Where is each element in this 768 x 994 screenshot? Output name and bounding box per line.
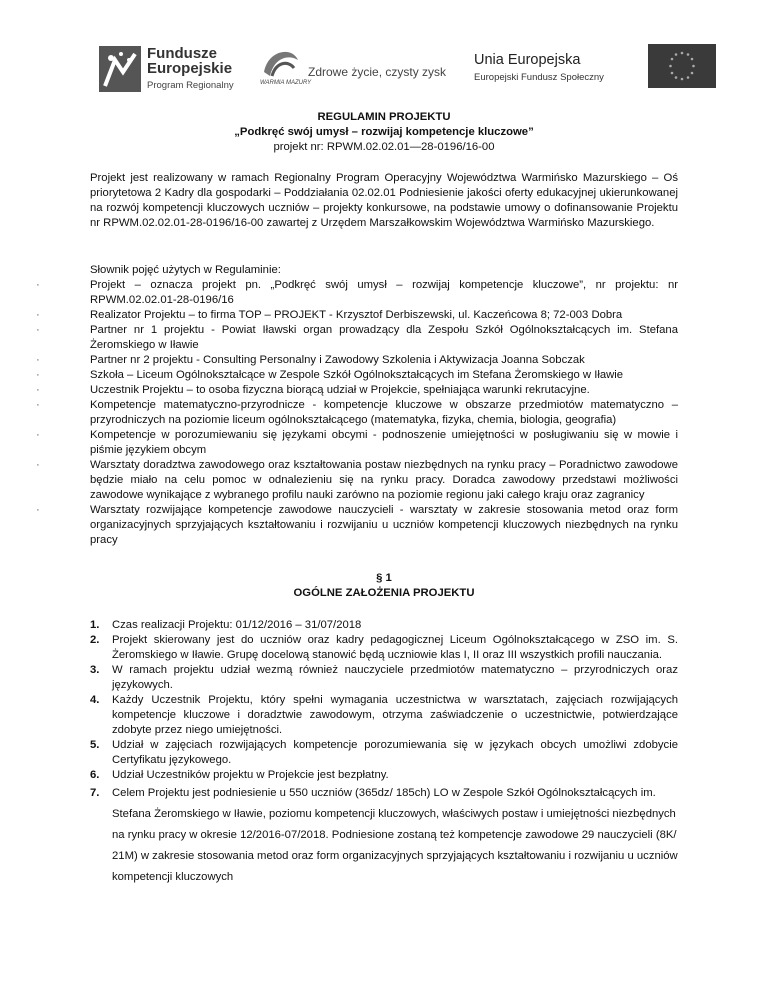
logo-header xyxy=(0,40,768,100)
definition-item: · Partner nr 2 projektu - Consulting Personalny i Zawodowy Szkolenia i Aktywizacja Joanna Sobczak xyxy=(90,353,678,368)
definition-item: · Kompetencje matematyczno-przyrodnicze - kompetencje kluczowe w obszarze przedmiotów matematyczno – przyrodniczych na poziomie liceum ogólnokształcącego (matematyka, fizyka, chemia, biologia, geografia) xyxy=(90,398,678,428)
section-heading xyxy=(90,571,678,601)
definitions xyxy=(90,263,678,548)
rules-list xyxy=(90,618,678,888)
fe-title-1: Fundusze xyxy=(147,45,217,62)
rule-text: Każdy Uczestnik Projektu, który spełni wymagania uczestnictwa w warsztatach, zajęciach rozwijających kompetencje kluczowe i doradztwie zawodowym, otrzyma zaświadczenie o uczestnictwie, potwierdzające zdobyte przez niego umiejętności. xyxy=(112,694,678,736)
eu-flag-icon xyxy=(648,44,716,88)
section-number: § 1 xyxy=(376,572,392,584)
rule-number: 5. xyxy=(90,739,100,751)
rule-text: Czas realizacji Projektu: 01/12/2016 – 31/07/2018 xyxy=(112,619,362,631)
eu-subtitle: Europejski Fundusz Społeczny xyxy=(474,72,604,83)
rule-item xyxy=(90,783,678,888)
eu-title: Unia Europejska xyxy=(474,52,581,68)
rule-item xyxy=(90,618,678,633)
unia-europejska-logo xyxy=(474,52,716,88)
rule-text: Udział w zajęciach rozwijających kompetencje porozumiewania się w językach obcych umożliwi zdobycie Certyfikatu językowego. xyxy=(112,739,678,766)
fe-title-2: Europejskie xyxy=(147,60,233,77)
rule-number: 1. xyxy=(90,619,100,631)
rule-number: 2. xyxy=(90,634,100,646)
title-block xyxy=(90,110,678,155)
definition-item: · Warsztaty doradztwa zawodowego oraz kształtowania postaw niezbędnych na rynku pracy – Poradnictwo zawodowe będzie miało na celu pomoc w odnalezieniu się na rynku pracy. Doradca zawodowy przedstawi możliwości zawodowe wynikające z wybranego profilu nauki zarówno na poziomie regionu jaki całego kraju oraz zagranicy xyxy=(90,458,678,503)
rule-item xyxy=(90,768,678,783)
intro-paragraph: Projekt jest realizowany w ramach Regionalny Program Operacyjny Województwa Warmińsko Mazurskiego – Oś priorytetowa 2 Kadry dla gospodarki – Poddziałania 02.02.01 Podniesienie jakości oferty edukacyjnej ukierunkowanej na rozwój kompetencji kluczowych uczniów – projekty konkursowe, na podstawie umowy o dofinansowanie Projektu nr RPWM.02.02.01-28-0196/16-00 zawartej z Urzędem Marszałkowskim Województwa Warmińsko Mazurskiego. xyxy=(90,172,678,229)
warmia-mazury-logo xyxy=(258,42,446,92)
definition-item: · Realizator Projektu – to firma TOP – PROJEKT - Krzysztof Derbiszewski, ul. Kaczeńcowa 8; 72-003 Dobra xyxy=(90,308,678,323)
rule-number: 3. xyxy=(90,664,100,676)
definition-item: · Projekt – oznacza projekt pn. „Podkręć swój umysł – rozwijaj kompetencje kluczowe”, nr projektu: nr RPWM.02.02.01-28-0196/16 xyxy=(90,278,678,308)
project-number: projekt nr: RPWM.02.02.01—28-0196/16-00 xyxy=(273,141,495,153)
definitions-intro: Słownik pojęć użytych w Regulaminie: xyxy=(90,264,281,276)
rule-number: 7. xyxy=(90,787,100,799)
definition-item: · Uczestnik Projektu – to osoba fizyczna biorącą udział w Projekcie, spełniająca warunki rekrutacyjne. xyxy=(90,383,678,398)
rule-text: Celem Projektu jest podniesienie u 550 uczniów (365dz/ 185ch) LO w Zespole Szkół Ogólnokształcących im. Stefana Żeromskiego w Iławie, poziomu kompetencji kluczowych, właściwych postaw i umiejętności niezbędnych na rynku pracy w okresie 12/2016-07/2018. Podniesione zostaną też kompetencje zawodowe 29 nauczycieli (8K/ 21M) w zakresie stosowania metod oraz form organizacyjnych sprzyjających kształtowaniu i rozwijaniu u uczniów kompetencji kluczowych xyxy=(112,787,678,883)
document-body xyxy=(90,110,678,888)
fe-subtitle: Program Regionalny xyxy=(147,80,234,91)
rule-item xyxy=(90,633,678,663)
rule-text: W ramach projektu udział wezmą również nauczyciele przedmiotów matematyczno – przyrodniczych oraz językowych. xyxy=(112,664,678,691)
rule-number: 6. xyxy=(90,769,100,781)
rule-text: Projekt skierowany jest do uczniów oraz kadry pedagogicznej Liceum Ogólnokształcącego w ZSO im. S. Żeromskiego w Iławie. Grupę docelową stanowić będą uczniowie klas I, II oraz III wszystkich profili nauczania. xyxy=(112,634,678,661)
definition-item: · Szkoła – Liceum Ogólnokształcące w Zespole Szkół Ogólnokształcących im Stefana Żeromskiego w Iławie xyxy=(90,368,678,383)
fundusze-europejskie-logo xyxy=(99,46,234,93)
wm-logo-text: WARMIA MAZURY xyxy=(260,80,312,86)
rule-item xyxy=(90,663,678,693)
definitions-list xyxy=(90,278,678,548)
wm-slogan: Zdrowe życie, czysty zysk xyxy=(308,65,447,79)
definition-item: · Partner nr 1 projektu - Powiat Iławski organ prowadzący dla Zespołu Szkół Ogólnokształcących im. Stefana Żeromskiego w Iławie xyxy=(90,323,678,353)
rule-number: 4. xyxy=(90,694,100,706)
definition-item: · Warsztaty rozwijające kompetencje zawodowe nauczycieli - warsztaty w zakresie stosowania metod oraz form organizacyjnych sprzyjających kształtowaniu i rozwijaniu u uczniów kompetencji kluczowych niezbędnych na rynku pracy xyxy=(90,503,678,548)
rule-item xyxy=(90,693,678,738)
warmia-mazury-emblem-icon xyxy=(258,42,312,92)
section-title: OGÓLNE ZAŁOŻENIA PROJEKTU xyxy=(293,587,475,599)
rule-item xyxy=(90,738,678,768)
document-subtitle: „Podkręć swój umysł – rozwijaj kompetencje kluczowe” xyxy=(234,126,534,138)
rule-text: Udział Uczestników projektu w Projekcie jest bezpłatny. xyxy=(112,769,389,781)
definition-item: · Kompetencje w porozumiewaniu się językami obcymi - podnoszenie umiejętności w posługiwaniu się w mowie i piśmie językiem obcym xyxy=(90,428,678,458)
fe-star-logo-icon xyxy=(99,46,141,92)
document-title: REGULAMIN PROJEKTU xyxy=(317,111,451,123)
